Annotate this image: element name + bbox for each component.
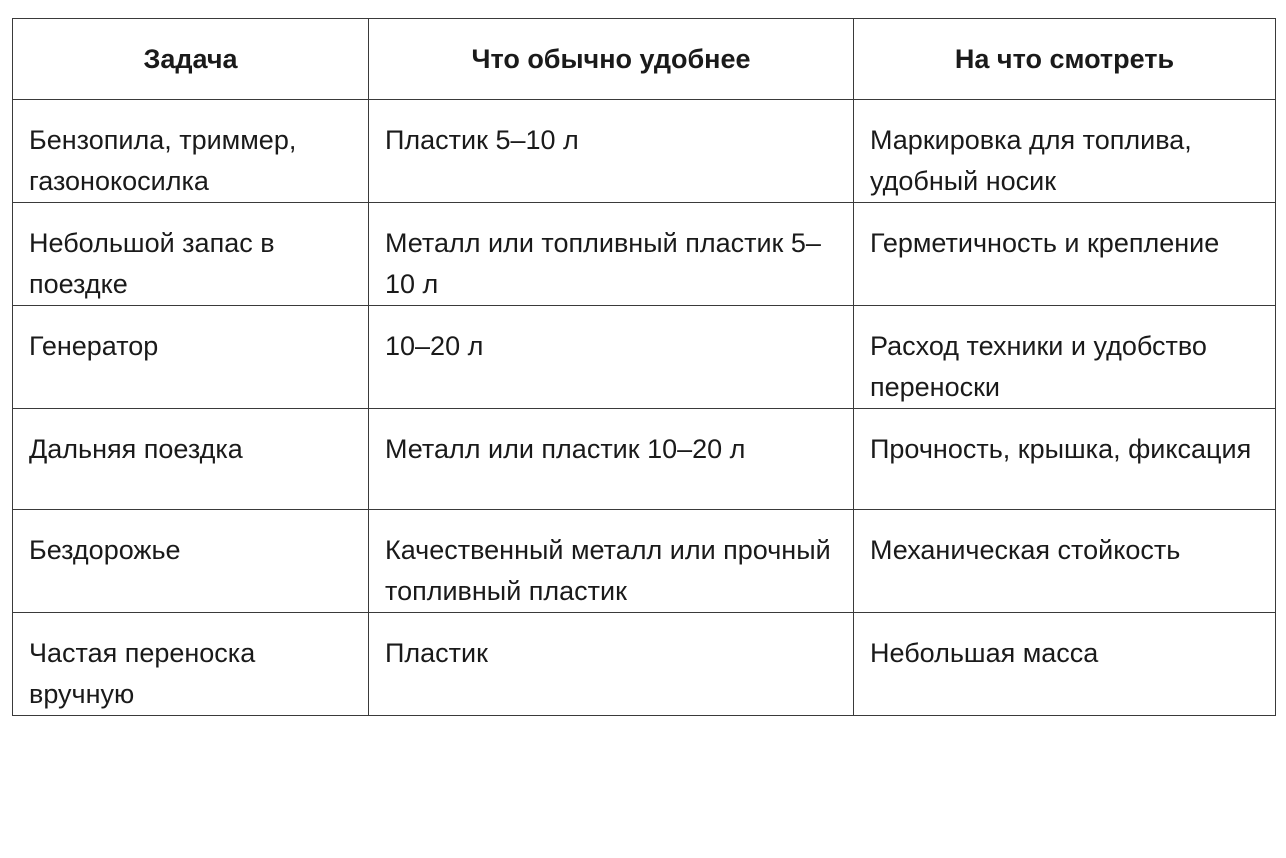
table-row <box>13 409 1276 510</box>
header-convenient: Что обычно удобнее <box>369 19 854 100</box>
cell-convenient: Пластик <box>369 613 854 716</box>
cell-what-to-check: Прочность, крышка, фиксация <box>854 409 1276 510</box>
cell-convenient: Пластик 5–10 л <box>369 100 854 203</box>
cell-task: Дальняя поездка <box>13 409 369 510</box>
cell-task: Бензопила, триммер, газонокосилка <box>13 100 369 203</box>
cell-convenient: Металл или топливный пластик 5–10 л <box>369 203 854 306</box>
cell-what-to-check: Небольшая масса <box>854 613 1276 716</box>
header-task: Задача <box>13 19 369 100</box>
cell-task: Генератор <box>13 306 369 409</box>
cell-task: Небольшой запас в поездке <box>13 203 369 306</box>
table-row <box>13 203 1276 306</box>
table-header-row <box>13 19 1276 100</box>
cell-task: Частая переноска вручную <box>13 613 369 716</box>
table-row <box>13 510 1276 613</box>
table-row <box>13 306 1276 409</box>
cell-what-to-check: Маркировка для топлива, удобный носик <box>854 100 1276 203</box>
comparison-table-container <box>12 18 1275 716</box>
table-row <box>13 613 1276 716</box>
comparison-table <box>12 18 1276 716</box>
cell-convenient: Металл или пластик 10–20 л <box>369 409 854 510</box>
cell-what-to-check: Механическая стойкость <box>854 510 1276 613</box>
cell-task: Бездорожье <box>13 510 369 613</box>
cell-what-to-check: Герметичность и крепление <box>854 203 1276 306</box>
table-row <box>13 100 1276 203</box>
cell-convenient: 10–20 л <box>369 306 854 409</box>
header-what-to-check: На что смотреть <box>854 19 1276 100</box>
cell-what-to-check: Расход техники и удобство переноски <box>854 306 1276 409</box>
cell-convenient: Качественный металл или прочный топливный пластик <box>369 510 854 613</box>
